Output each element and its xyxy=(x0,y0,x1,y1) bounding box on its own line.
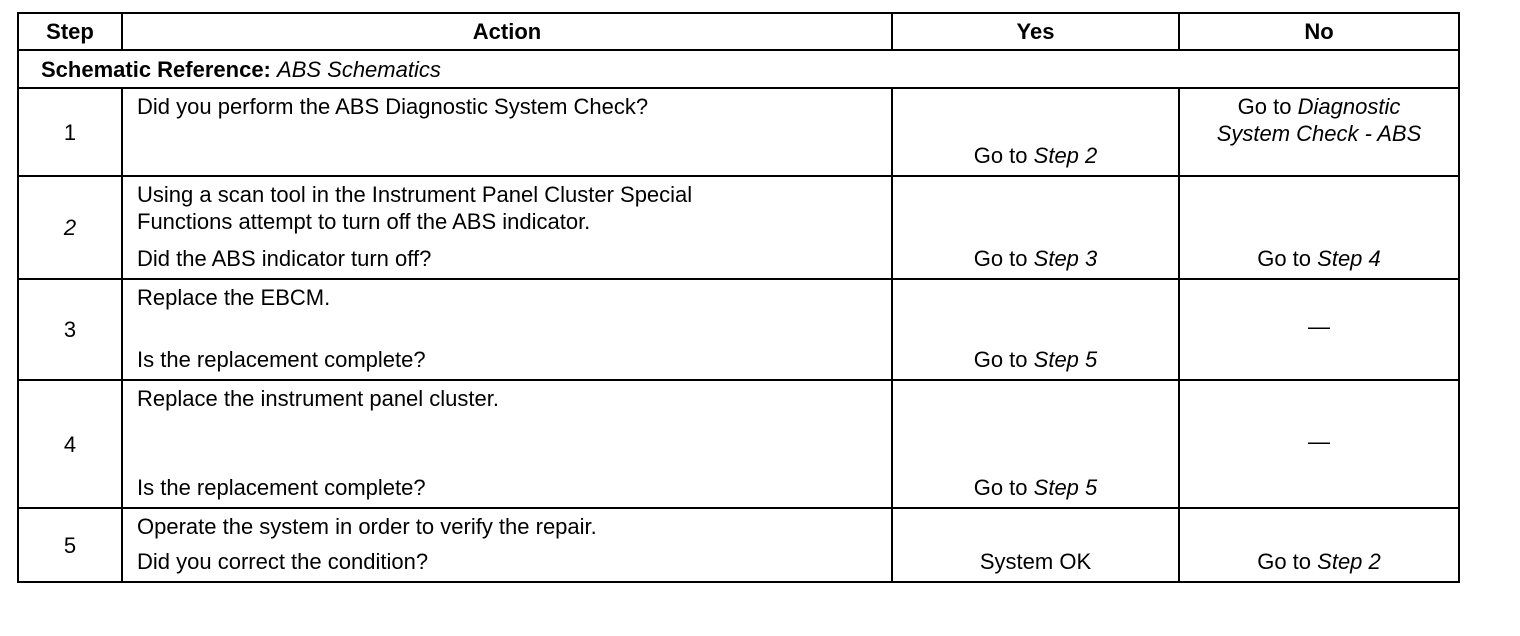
step-number: 3 xyxy=(18,279,122,380)
action-question: Is the replacement complete? xyxy=(137,347,426,372)
yes-result: Go to Step 5 xyxy=(892,380,1179,508)
step-number: 1 xyxy=(18,88,122,176)
no-result: Go to Diagnostic System Check - ABS xyxy=(1179,88,1459,176)
no-result: Go to Step 4 xyxy=(1179,176,1459,279)
yes-result: System OK xyxy=(892,508,1179,582)
action-text: Replace the EBCM. xyxy=(137,285,331,310)
table-row xyxy=(18,279,1459,380)
step-number: 4 xyxy=(18,380,122,508)
step-number: 5 xyxy=(18,508,122,582)
yes-result: Go to Step 2 xyxy=(892,88,1179,176)
table-row xyxy=(18,176,1459,279)
schematic-reference-row xyxy=(18,50,1459,88)
action-question: Did you correct the condition? xyxy=(137,549,429,574)
no-result: Go to Step 2 xyxy=(1179,508,1459,582)
header-no: No xyxy=(1179,13,1459,50)
step-number: 2 xyxy=(18,176,122,279)
action-text: Did you perform the ABS Diagnostic System Check? xyxy=(137,94,649,119)
reference-value: ABS Schematics xyxy=(277,56,441,82)
table-row xyxy=(18,508,1459,582)
header-yes: Yes xyxy=(892,13,1179,50)
header-step: Step xyxy=(18,13,122,50)
table-row xyxy=(18,380,1459,508)
yes-result: Go to Step 5 xyxy=(892,279,1179,380)
action-text: Operate the system in order to verify the repair. xyxy=(137,514,597,539)
diagnostic-table xyxy=(17,12,1460,583)
action-text: Using a scan tool in the Instrument Panel Cluster Special Functions attempt to turn off the ABS indicator. xyxy=(137,182,693,234)
action-question: Did the ABS indicator turn off? xyxy=(137,246,432,271)
table-row xyxy=(18,88,1459,176)
no-result: — xyxy=(1179,279,1459,380)
reference-label: Schematic Reference: xyxy=(41,56,271,82)
action-question: Is the replacement complete? xyxy=(137,475,426,500)
action-text: Replace the instrument panel cluster. xyxy=(137,386,499,411)
no-result: — xyxy=(1179,380,1459,508)
header-action: Action xyxy=(122,13,892,50)
yes-result: Go to Step 3 xyxy=(892,176,1179,279)
header-row xyxy=(18,13,1459,50)
